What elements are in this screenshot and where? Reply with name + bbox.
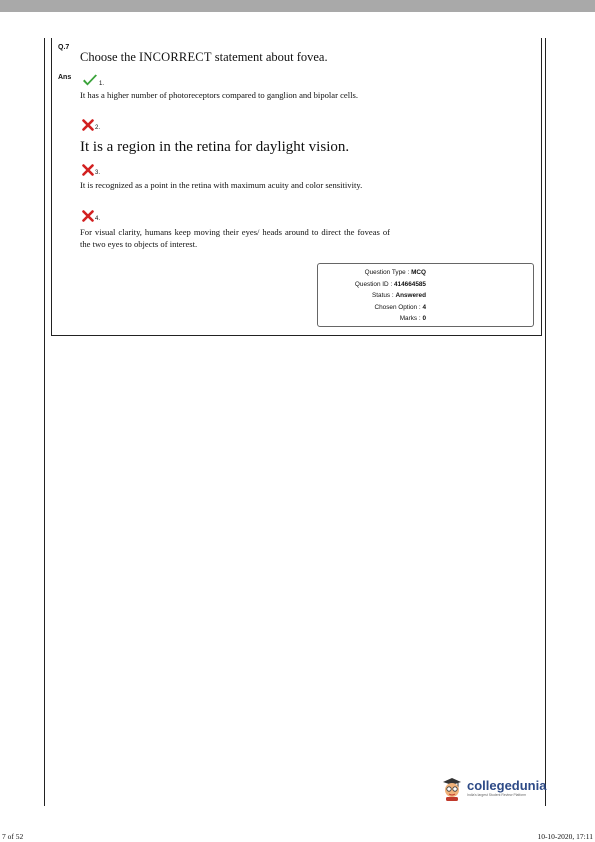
question-box-left-border (51, 38, 52, 336)
info-question-type: Question Type : MCQ (364, 269, 426, 276)
answer-label: Ans (58, 74, 72, 81)
page-frame-left-border (44, 38, 45, 806)
footer-page-number: 7 of 52 (2, 832, 24, 841)
info-marks: Marks : 0 (399, 315, 426, 322)
option-3-text: It is recognized as a point in the retina with maximum acuity and color sensitivity. (80, 180, 363, 190)
question-box-right-border (541, 38, 542, 336)
cross-icon (82, 164, 94, 176)
question-box-bottom-border (51, 335, 542, 336)
option-1-text: It has a higher number of photoreceptors compared to ganglion and bipolar cells. (80, 90, 359, 100)
question-info-box (317, 263, 534, 327)
question-text-prefix: Choose the (80, 50, 140, 64)
top-toolbar-strip (0, 0, 595, 12)
collegedunia-logo (440, 775, 546, 801)
option-1-number: 1. (99, 81, 105, 87)
option-2-number: 2. (95, 125, 101, 131)
question-text (80, 50, 328, 65)
footer-datetime: 10-10-2020, 17:11 (537, 832, 593, 841)
info-status: Status : Answered (372, 292, 426, 299)
cross-icon (82, 210, 94, 222)
page-frame-right-border (545, 38, 546, 806)
option-2-marker (82, 119, 100, 131)
info-question-id: Question ID : 414664585 (354, 281, 426, 288)
logo-text-block (467, 779, 546, 797)
info-chosen-option: Chosen Option : 4 (374, 304, 426, 311)
option-3-marker (82, 164, 100, 176)
check-icon (82, 74, 98, 87)
logo-tagline: India's largest Student Review Platform (467, 793, 527, 797)
cross-icon (82, 119, 94, 131)
option-1-marker (82, 74, 104, 87)
question-number: Q.7 (58, 44, 70, 51)
option-4-text: For visual clarity, humans keep moving their eyes/ heads around to direct the foveas of the two eyes to objects of interest. (80, 227, 390, 249)
option-3-number: 3. (95, 170, 101, 176)
option-2-text: It is a region in the retina for daylight vision. (80, 139, 350, 155)
question-text-suffix: statement about fovea. (211, 50, 328, 64)
mascot-icon (440, 775, 464, 801)
question-text-emphasis: INCORRECT (139, 50, 212, 64)
option-4-number: 4. (95, 216, 101, 222)
option-4-marker (82, 210, 100, 222)
logo-name: collegedunia (467, 778, 547, 793)
